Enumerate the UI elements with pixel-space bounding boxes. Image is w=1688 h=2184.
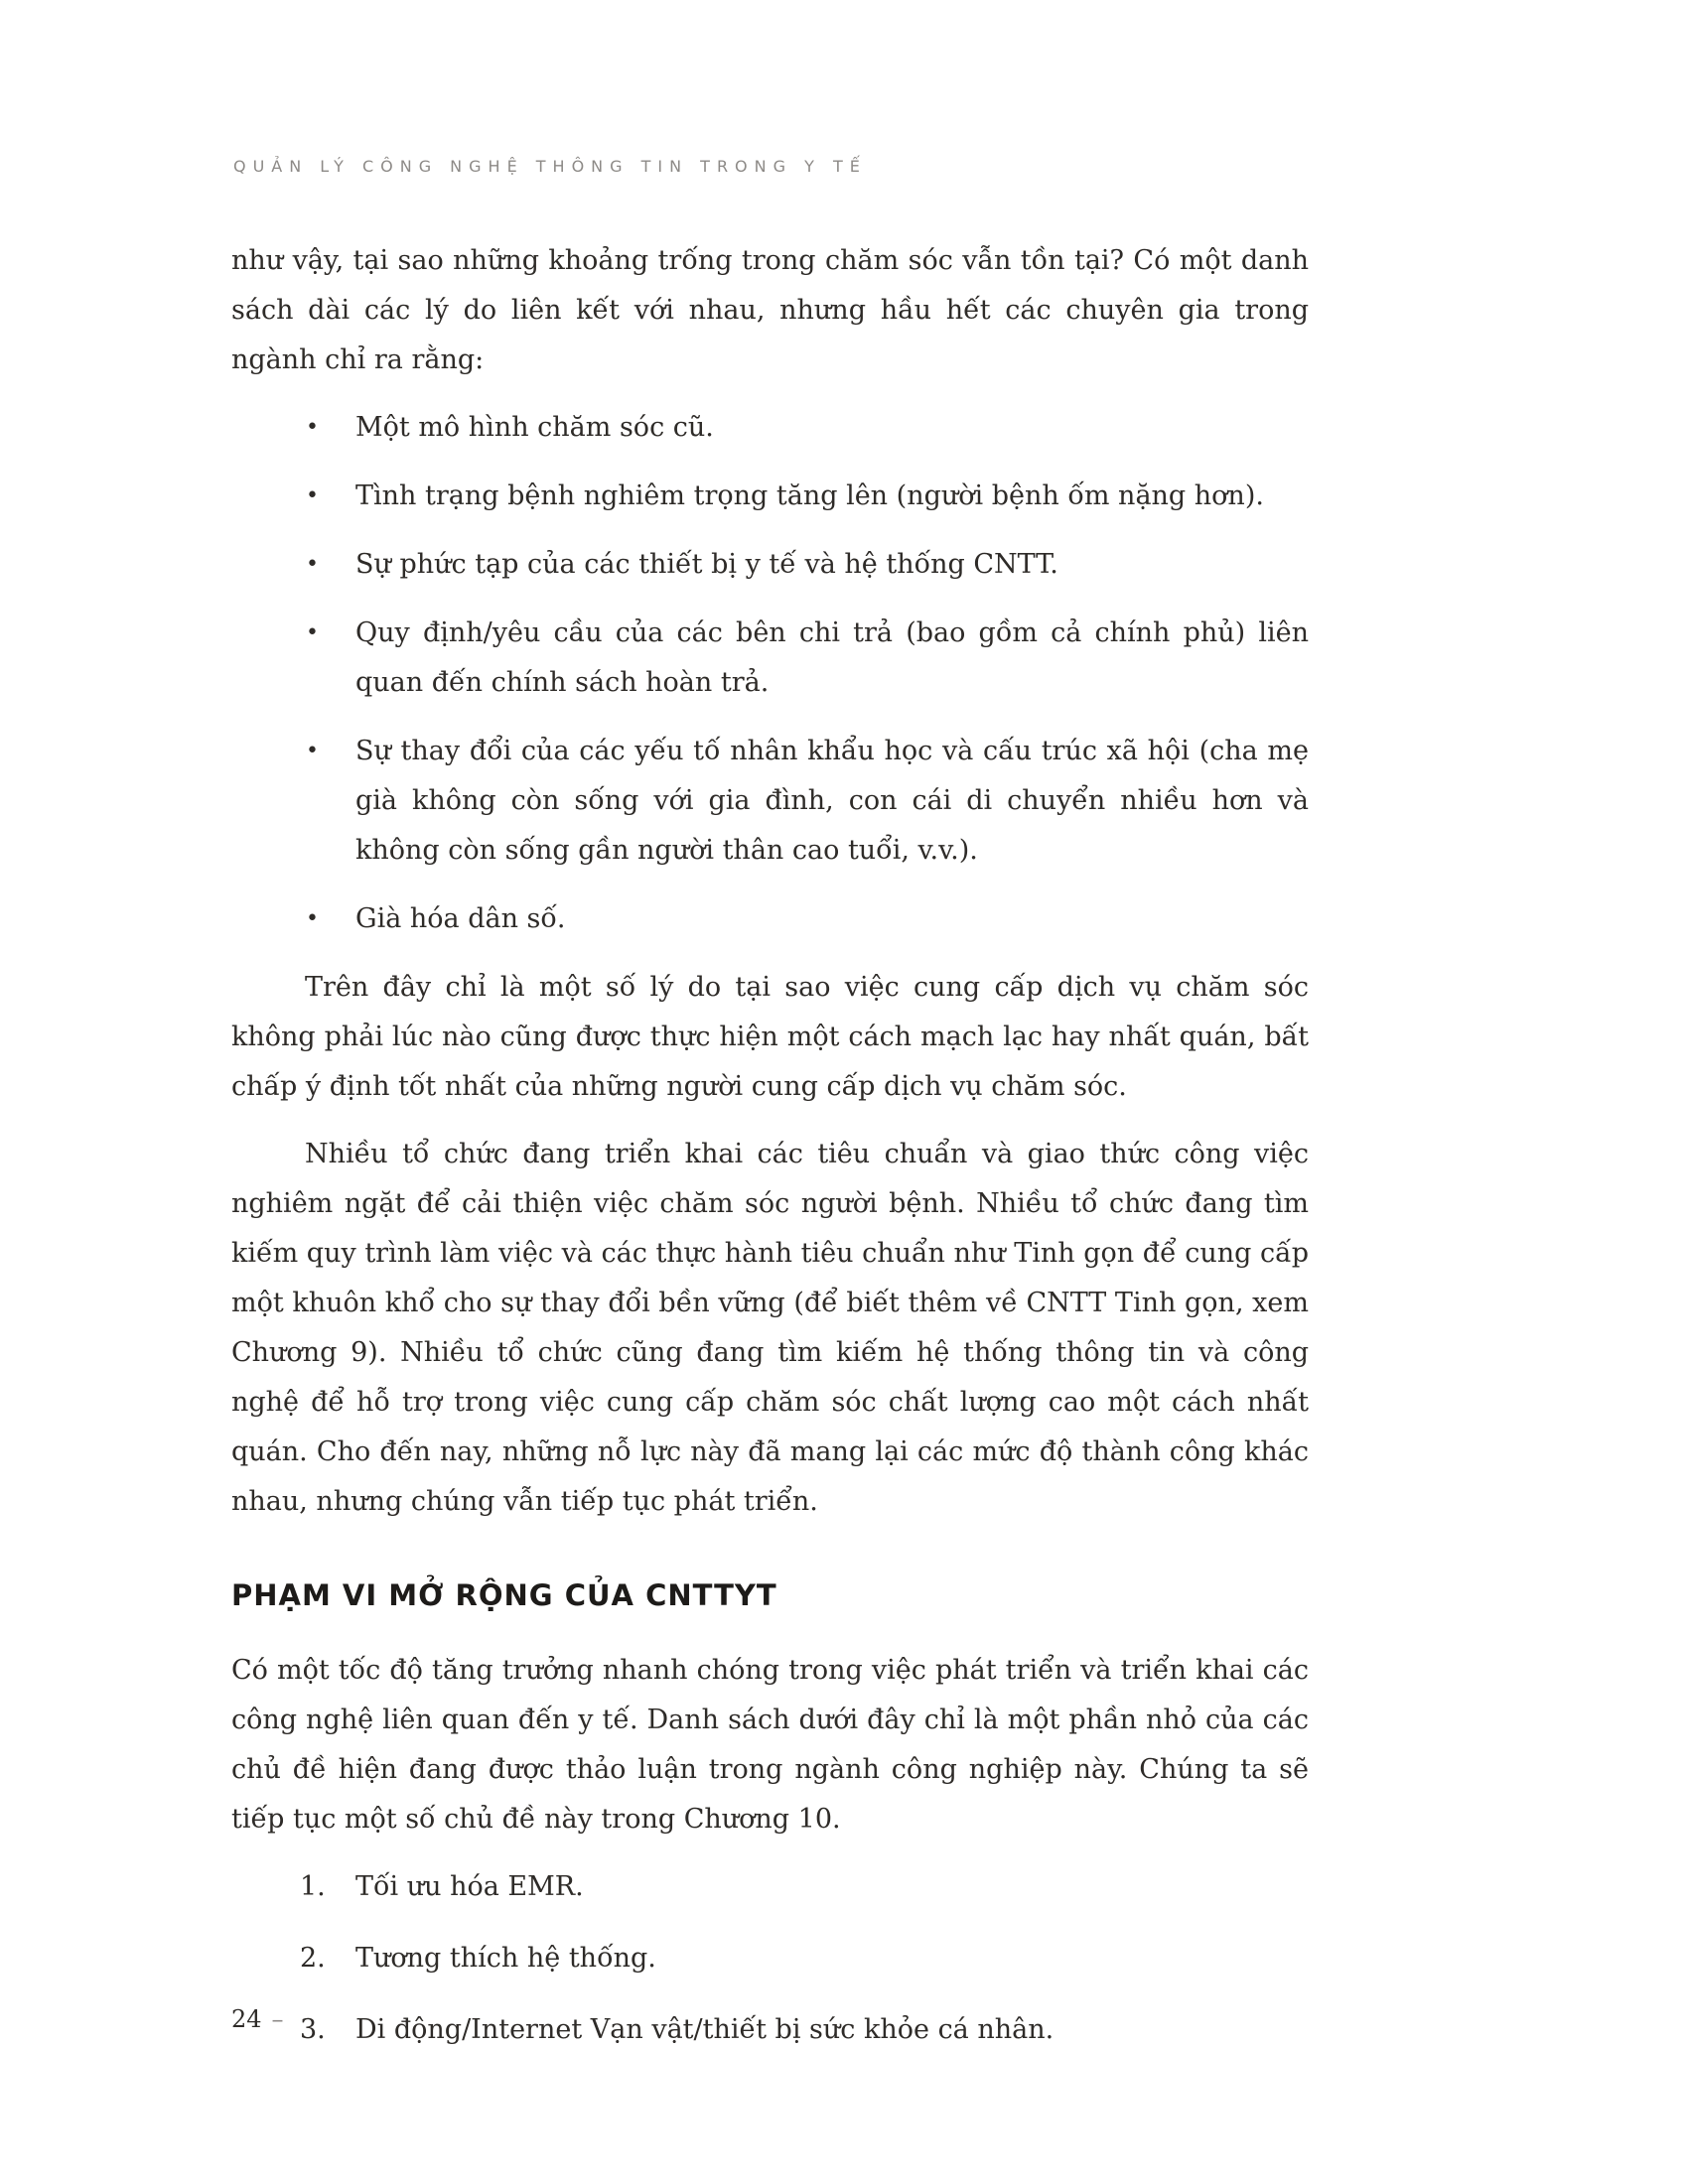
list-item-text: Già hóa dân số. bbox=[355, 903, 566, 934]
bullet-icon: • bbox=[306, 415, 319, 440]
list-item-text: Một mô hình chăm sóc cũ. bbox=[355, 412, 714, 443]
list-item-number: 3. bbox=[300, 2014, 326, 2045]
list-item-text: Sự thay đổi của các yếu tố nhân khẩu học và cấu trúc xã hội (cha mẹ già không còn sống với gia đình, con cái di chuyển nhiều hơn và không còn sống gần người thân cao tuổi, v.v.). bbox=[355, 736, 1309, 866]
list-item-text: Tình trạng bệnh nghiêm trọng tăng lên (người bệnh ốm nặng hơn). bbox=[355, 480, 1264, 511]
paragraph-organizations: Nhiều tổ chức đang triển khai các tiêu chuẩn và giao thức công việc nghiêm ngặt để cải thiện việc chăm sóc người bệnh. Nhiều tổ chức đang tìm kiếm quy trình làm việc và các thực hành tiêu chuẩn như Tinh gọn để cung cấp một khuôn khổ cho sự thay đổi bền vững (để biết thêm về CNTT Tinh gọn, xem Chương 9). Nhiều tổ chức cũng đang tìm kiếm hệ thống thông tin và công nghệ để hỗ trợ trong việc cung cấp chăm sóc chất lượng cao một cách nhất quán. Cho đến nay, những nỗ lực này đã mang lại các mức độ thành công khác nhau, nhưng chúng vẫn tiếp tục phát triển. bbox=[231, 1139, 1309, 1517]
paragraph-intro: như vậy, tại sao những khoảng trống trong chăm sóc vẫn tồn tại? Có một danh sách dài các lý do liên kết với nhau, nhưng hầu hết các chuyên gia trong ngành chỉ ra rằng: bbox=[231, 245, 1309, 375]
list-item bbox=[300, 1862, 1309, 1912]
numbered-list bbox=[300, 1862, 1309, 2055]
list-item bbox=[306, 727, 1309, 876]
list-item bbox=[300, 1934, 1309, 1983]
paragraph-scope: Có một tốc độ tăng trưởng nhanh chóng trong việc phát triển và triển khai các công nghệ liên quan đến y tế. Danh sách dưới đây chỉ là một phần nhỏ của các chủ đề hiện đang được thảo luận trong ngành công nghiệp này. Chúng ta sẽ tiếp tục một số chủ đề này trong Chương 10. bbox=[231, 1655, 1309, 1835]
list-item-text: Quy định/yêu cầu của các bên chi trả (bao gồm cả chính phủ) liên quan đến chính sách hoàn trả. bbox=[355, 617, 1309, 698]
list-item-text: Di động/Internet Vạn vật/thiết bị sức khỏe cá nhân. bbox=[355, 2014, 1055, 2045]
list-item bbox=[306, 609, 1309, 708]
bullet-icon: • bbox=[306, 906, 319, 931]
paragraph-reasons-summary: Trên đây chỉ là một số lý do tại sao việc cung cấp dịch vụ chăm sóc không phải lúc nào cũng được thực hiện một cách mạch lạc hay nhất quán, bất chấp ý định tốt nhất của những người cung cấp dịch vụ chăm sóc. bbox=[231, 972, 1309, 1102]
running-header: QUẢN LÝ CÔNG NGHỆ THÔNG TIN TRONG Y TẾ bbox=[233, 157, 867, 176]
list-item-text: Tương thích hệ thống. bbox=[355, 1943, 656, 1974]
list-item bbox=[306, 403, 1309, 453]
list-item-number: 2. bbox=[300, 1943, 326, 1974]
bullet-list bbox=[231, 403, 1309, 944]
bullet-icon: • bbox=[306, 739, 319, 763]
list-item bbox=[306, 472, 1309, 521]
list-item-text: Tối ưu hóa EMR. bbox=[355, 1871, 584, 1902]
bullet-icon: • bbox=[306, 620, 319, 645]
list-item-text: Sự phức tạp của các thiết bị y tế và hệ thống CNTT. bbox=[355, 549, 1058, 580]
list-item bbox=[306, 894, 1309, 944]
footer-dash: – bbox=[271, 2005, 284, 2033]
list-item bbox=[300, 2005, 1309, 2055]
section-heading: PHẠM VI MỞ RỘNG CỦA CNTTYT bbox=[231, 1578, 777, 1612]
page-body bbox=[231, 236, 1309, 2077]
bullet-icon: • bbox=[306, 483, 319, 508]
list-item-number: 1. bbox=[300, 1871, 326, 1902]
bullet-icon: • bbox=[306, 552, 319, 577]
list-item bbox=[306, 540, 1309, 590]
page-number: 24 bbox=[231, 2005, 262, 2033]
page-footer bbox=[231, 2005, 284, 2033]
